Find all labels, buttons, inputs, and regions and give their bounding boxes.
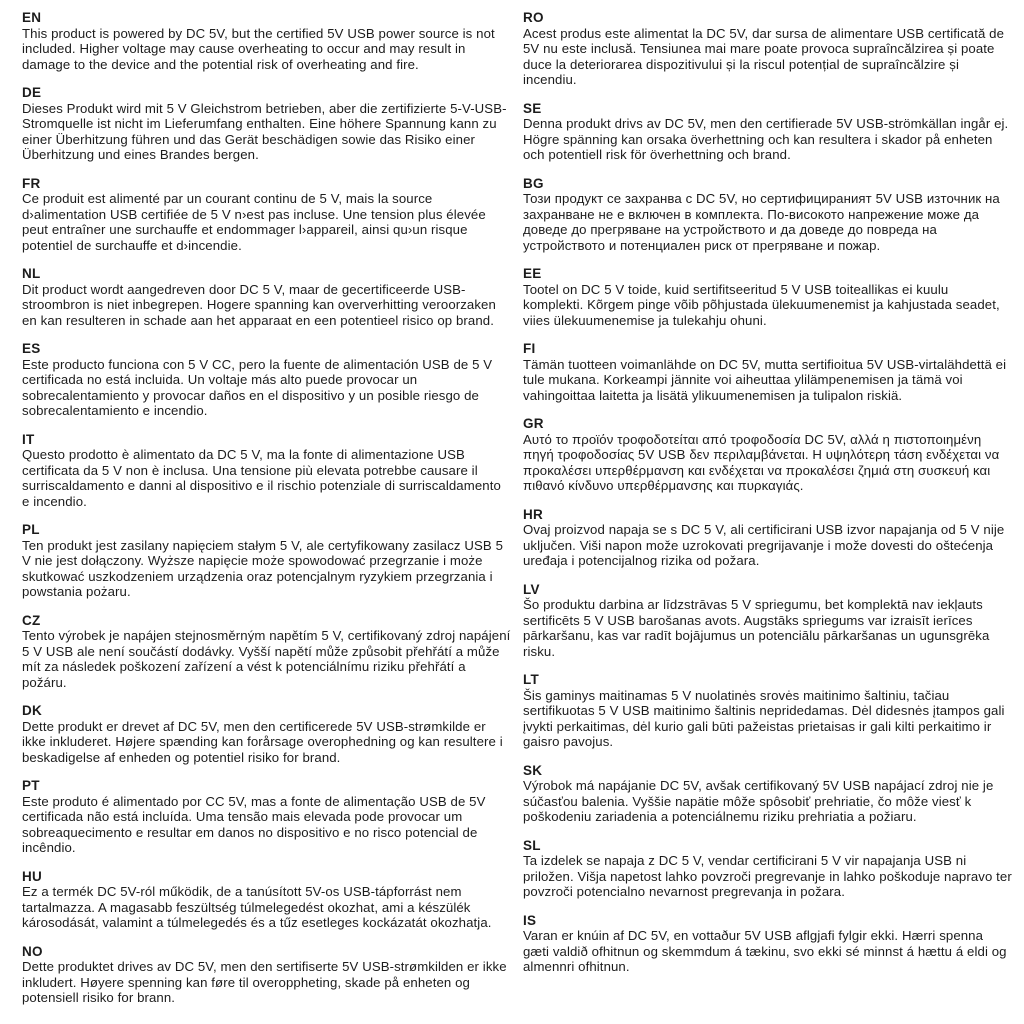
lang-text-it: Questo prodotto è alimentato da DC 5 V, ma la fonte di alimentazione USB certificata da 5 V non è inclusa. Una tensione più elevata potrebbe causare il surriscaldamento e danni al dispositivo e il rischio potenziale di surriscaldamento e incendio. xyxy=(22,447,501,509)
lang-text-lv: Šo produktu darbina ar līdzstrāvas 5 V spriegumu, bet komplektā nav iekļauts sertificēts 5 V USB barošanas avots. Augstāks spriegums var izraisīt ierīces pārkaršanu, kas var radīt bojājumus un potenciālu pārkaršanas un ugunsgrēka risku. xyxy=(523,597,990,659)
lang-block-de xyxy=(22,85,511,163)
lang-block-no xyxy=(22,944,511,1006)
lang-block-lt xyxy=(523,672,1012,750)
lang-code-dk: DK xyxy=(22,703,42,718)
lang-code-gr: GR xyxy=(523,416,544,431)
lang-block-nl xyxy=(22,266,511,328)
lang-code-no: NO xyxy=(22,943,43,959)
lang-block-sl xyxy=(523,838,1012,900)
lang-block-hr xyxy=(523,507,1012,569)
lang-block-fi xyxy=(523,341,1012,403)
lang-code-it: IT xyxy=(22,431,35,447)
lang-block-lv xyxy=(523,582,1012,660)
lang-text-cz: Tento výrobek je napájen stejnosměrným napětím 5 V, certifikovaný zdroj napájení 5 V USB ale není součástí dodávky. Vyšší napětí může způsobit přehřátí a může mít za následek poškození zařízení a vést k potenciálnímu riziku přehřátí a požáru. xyxy=(22,628,511,690)
lang-code-se: SE xyxy=(523,100,542,116)
lang-block-pl xyxy=(22,522,511,600)
lang-block-ro xyxy=(523,10,1012,88)
lang-code-cz: CZ xyxy=(22,612,41,628)
lang-text-de: Dieses Produkt wird mit 5 V Gleichstrom betrieben, aber die zertifizierte 5-V-USB-Stromquelle ist nicht im Lieferumfang enthalten. Eine höhere Spannung kann zu einer Überhitzung führen und das Gerät beschädigen sowie das Risiko einer Überhitzung und eines Brandes bergen. xyxy=(22,100,507,162)
lang-text-sk: Výrobok má napájanie DC 5V, avšak certifikovaný 5V USB napájací zdroj nie je súčasťou balenia. Vyššie napätie môže spôsobiť prehriatie, čo môže viesť k poškodeniu zariadenia a potenciálnemu riziku prehriatia a požiaru. xyxy=(523,778,994,824)
lang-code-hu: HU xyxy=(22,868,42,884)
lang-block-bg xyxy=(523,176,1012,254)
lang-text-bg: Този продукт се захранва с DC 5V, но сертифицираният 5V USB източник на захранване не е включен в комплекта. По-високото напрежение може да доведе до прегряване на устройството и да доведе до повреда на устройството и потенциален риск от прегряване и пожар. xyxy=(523,191,1000,253)
lang-text-no: Dette produktet drives av DC 5V, men den sertifiserte 5V USB-strømkilden er ikke inkludert. Høyere spenning kan føre til overoppheting, skade på enheten og potensiell risiko for brann. xyxy=(22,959,507,1005)
lang-text-dk: Dette produkt er drevet af DC 5V, men den certificerede 5V USB-strømkilde er ikke inkluderet. Højere spænding kan forårsage overophedning og kan resultere i beskadigelse af enheden og potentiel risiko for brand. xyxy=(22,718,503,765)
lang-code-bg: BG xyxy=(523,175,544,191)
lang-code-de: DE xyxy=(22,85,42,100)
lang-code-pl: PL xyxy=(22,522,40,537)
lang-block-sk xyxy=(523,763,1012,825)
lang-block-gr xyxy=(523,416,1012,494)
lang-text-lt: Šis gaminys maitinamas 5 V nuolatinės srovės maitinimo šaltiniu, tačiau sertifikuotas 5 V USB maitinimo šaltinis nepridedamas. Dėl didesnės įtampos gali įvykti perkaitimas, dėl kurio gali būti pažeistas prietaisas ir gali kilti perkaitimo ir gaisro pavojus. xyxy=(523,687,1005,749)
lang-block-ee xyxy=(523,266,1012,328)
lang-code-fi: FI xyxy=(523,341,536,356)
lang-code-sk: SK xyxy=(523,762,543,778)
lang-block-es xyxy=(22,341,511,419)
lang-text-pt: Este produto é alimentado por CC 5V, mas a fonte de alimentação USB de 5V certificada não está incluída. Uma tensão mais elevada pode provocar um sobreaquecimento e resultar em danos no dispositivo e no risco potencial de incêndio. xyxy=(22,793,486,855)
lang-text-en: This product is powered by DC 5V, but the certified 5V USB power source is not included. Higher voltage may cause overheating to occur and may result in damage to the device and the potential risk of overheating and fire. xyxy=(22,25,495,72)
lang-code-fr: FR xyxy=(22,175,41,191)
lang-code-lv: LV xyxy=(523,581,540,597)
lang-block-dk xyxy=(22,703,511,765)
lang-code-ro: RO xyxy=(523,10,544,25)
lang-code-sl: SL xyxy=(523,837,541,853)
lang-block-hu xyxy=(22,869,511,931)
lang-code-nl: NL xyxy=(22,266,41,281)
lang-code-hr: HR xyxy=(523,506,543,522)
lang-text-gr: Αυτό το προϊόν τροφοδοτείται από τροφοδοσία DC 5V, αλλά η πιστοποιημένη πηγή τροφοδοσίας 5V USB δεν περιλαμβάνεται. Η υψηλότερη τάση ενδέχεται να προκαλέσει υπερθέρμανση και ενδέχεται να προκαλέσει ζημιά στη συσκευή και πιθανό κίνδυνο υπερθέρμανσης και πυρκαγιάς. xyxy=(523,431,1000,493)
lang-code-lt: LT xyxy=(523,672,539,687)
lang-code-ee: EE xyxy=(523,266,542,281)
lang-code-en: EN xyxy=(22,10,42,25)
lang-text-fi: Tämän tuotteen voimanlähde on DC 5V, mutta sertifioitua 5V USB-virtalähdettä ei tule mukana. Korkeampi jännite voi aiheuttaa ylilämpenemisen ja tämä voi vahingoittaa laitetta ja lisätä ylikuumenemisen ja tulipalon riskiä. xyxy=(523,356,1007,403)
right-column xyxy=(523,10,1012,1024)
lang-code-is: IS xyxy=(523,912,537,928)
lang-text-hu: Ez a termék DC 5V-ról működik, de a tanúsított 5V-os USB-tápforrást nem tartalmazza. A magasabb feszültség túlmelegedést okozhat, ami a készülék károsodását, valamint a túlmelegedés és a tűz esetleges kockázatát okozhatja. xyxy=(22,884,492,930)
lang-text-ro: Acest produs este alimentat la DC 5V, dar sursa de alimentare USB certificată de 5V nu este inclusă. Tensiunea mai mare poate provoca supraîncălzirea și poate duce la deteriorarea dispozitivului și la riscul potențial de supraîncălzire și incendiu. xyxy=(523,25,1005,87)
lang-text-pl: Ten produkt jest zasilany napięciem stałym 5 V, ale certyfikowany zasilacz USB 5 V nie jest dołączony. Wyższe napięcie może spowodować przegrzanie i może skutkować uszkodzeniem urządzenia oraz potencjalnym ryzykiem przegrzania i powstania pożaru. xyxy=(22,537,504,599)
lang-text-nl: Dit product wordt aangedreven door DC 5 V, maar de gecertificeerde USB-stroombron is niet inbegrepen. Hogere spanning kan oververhitting veroorzaken en kan resulteren in schade aan het apparaat en een potentieel risico op brand. xyxy=(22,281,496,328)
lang-text-se: Denna produkt drivs av DC 5V, men den certifierade 5V USB-strömkällan ingår ej. Högre spänning kan orsaka överhettning och kan resultera i skador på enheten och potentiell risk för överhettning och brand. xyxy=(523,116,1009,162)
lang-text-fr: Ce produit est alimenté par un courant continu de 5 V, mais la source d›alimentation USB certifiée de 5 V n›est pas incluse. Une tension plus élevée peut entraîner une surchauffe et endommager l›appareil, ainsi qu›un risque potentiel de surchauffe et d›incendie. xyxy=(22,191,486,253)
lang-text-es: Este producto funciona con 5 V CC, pero la fuente de alimentación USB de 5 V certificada no está incluida. Un voltaje más alto puede provocar un sobrecalentamiento y provocar daños en el dispositivo y un posible riesgo de sobrecalentamiento e incendio. xyxy=(22,356,493,418)
lang-block-pt xyxy=(22,778,511,856)
lang-block-en xyxy=(22,10,511,72)
lang-text-sl: Ta izdelek se napaja z DC 5 V, vendar certificirani 5 V vir napajanja USB ni priložen. Višja napetost lahko povzroči pregrevanje in lahko poškoduje napravo ter povzroči potencialno nevarnost pregrevanja in požara. xyxy=(523,853,1012,899)
lang-block-fr xyxy=(22,176,511,254)
left-column xyxy=(22,10,511,1024)
lang-block-se xyxy=(523,101,1012,163)
lang-block-it xyxy=(22,432,511,510)
lang-text-hr: Ovaj proizvod napaja se s DC 5 V, ali certificirani USB izvor napajanja od 5 V nije uključen. Viši napon može uzrokovati pregrijavanje i može dovesti do oštećenja uređaja i potencijalnog rizika od požara. xyxy=(523,522,1005,568)
lang-code-pt: PT xyxy=(22,778,40,793)
lang-block-cz xyxy=(22,613,511,691)
lang-text-ee: Tootel on DC 5 V toide, kuid sertifitseeritud 5 V USB toiteallikas ei kuulu komplekti. Kõrgem pinge võib põhjustada ülekuumenemist ja kahjustada seadet, viies ülekuumenemise ja tulekahju ohuni. xyxy=(523,281,1000,328)
lang-block-is xyxy=(523,913,1012,975)
lang-code-es: ES xyxy=(22,341,41,356)
lang-text-is: Varan er knúin af DC 5V, en vottaður 5V USB aflgjafi fylgir ekki. Hærri spenna gæti valdið ofhitnun og skemmdum á tækinu, svo ekki sé minnst á hættu á eldi og almennri ofhitnun. xyxy=(523,928,1007,974)
